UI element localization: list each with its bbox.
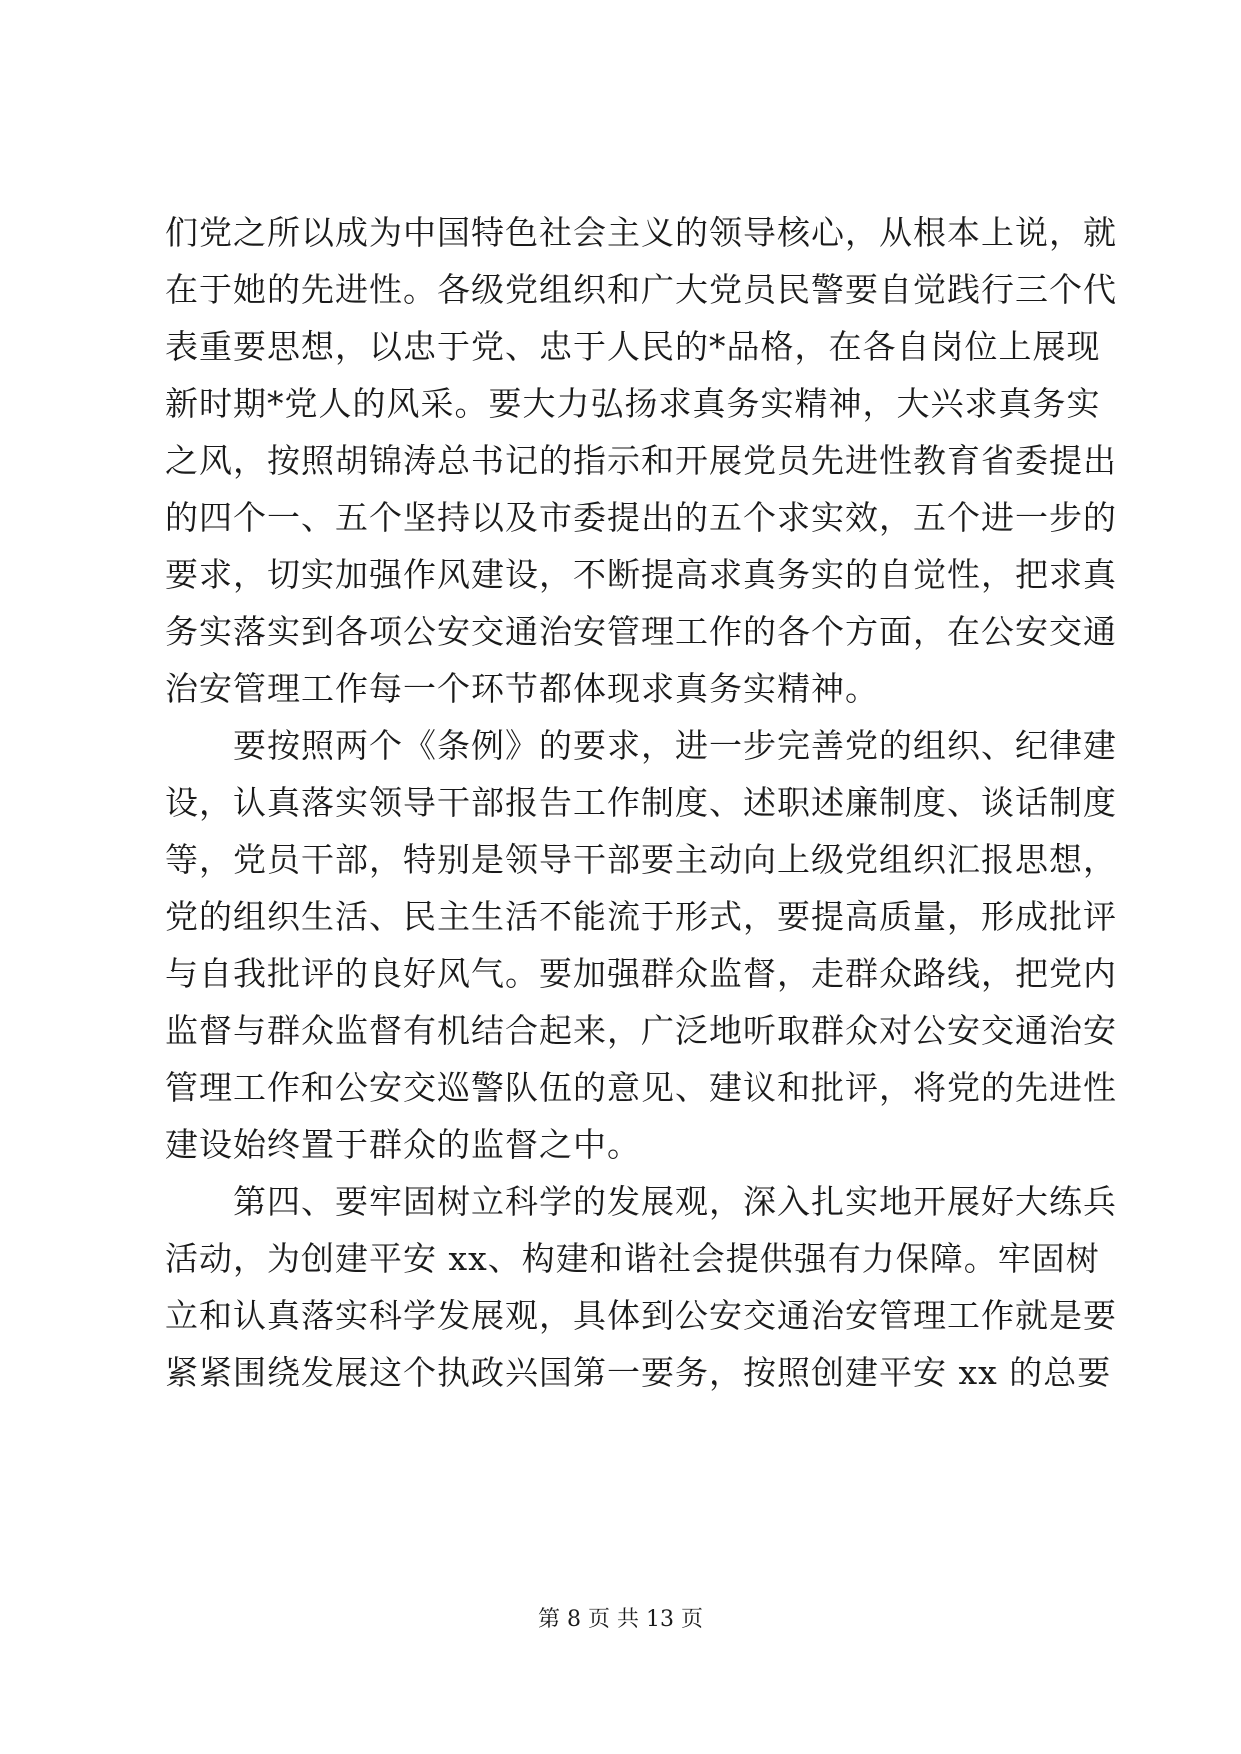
text-line: 与自我批评的良好风气。要加强群众监督，走群众路线，把党内: [165, 954, 1117, 993]
text-line: 要求，切实加强作风建设，不断提高求真务实的自觉性，把求真: [165, 555, 1117, 594]
text-line: 建设始终置于群众的监督之中。: [165, 1125, 641, 1164]
text-line: 要按照两个《条例》的要求，进一步完善党的组织、纪律建: [165, 726, 1117, 765]
page-number: 第 8 页 共 13 页: [538, 1607, 703, 1632]
text-line: 们党之所以成为中国特色社会主义的领导核心，从根本上说，就: [165, 213, 1117, 252]
text-line: 党的组织生活、民主生活不能流于形式，要提高质量，形成批评: [165, 897, 1117, 936]
text-line: 设，认真落实领导干部报告工作制度、述职述廉制度、谈话制度: [165, 783, 1117, 822]
text-line: 紧紧围绕发展这个执政兴国第一要务，按照创建平安 xx 的总要: [165, 1353, 1112, 1392]
text-line: 等，党员干部，特别是领导干部要主动向上级党组织汇报思想，: [165, 840, 1117, 879]
text-line: 监督与群众监督有机结合起来，广泛地听取群众对公安交通治安: [165, 1011, 1117, 1050]
text-line: 治安管理工作每一个环节都体现求真务实精神。: [165, 669, 879, 708]
text-line: 之风，按照胡锦涛总书记的指示和开展党员先进性教育省委提出: [165, 441, 1117, 480]
text-line: 第四、要牢固树立科学的发展观，深入扎实地开展好大练兵: [165, 1182, 1117, 1221]
text-line: 表重要思想，以忠于党、忠于人民的*品格，在各自岗位上展现: [165, 327, 1101, 366]
text-line: 活动，为创建平安 xx、构建和谐社会提供强有力保障。牢固树: [165, 1239, 1100, 1278]
text-line: 的四个一、五个坚持以及市委提出的五个求实效，五个进一步的: [165, 498, 1117, 537]
text-line: 在于她的先进性。各级党组织和广大党员民警要自觉践行三个代: [165, 270, 1117, 309]
text-line: 务实落实到各项公安交通治安管理工作的各个方面，在公安交通: [165, 612, 1117, 651]
text-line: 立和认真落实科学发展观，具体到公安交通治安管理工作就是要: [165, 1296, 1117, 1335]
text-line: 新时期*党人的风采。要大力弘扬求真务实精神，大兴求真务实: [165, 384, 1101, 423]
text-line: 管理工作和公安交巡警队伍的意见、建议和批评，将党的先进性: [165, 1068, 1117, 1107]
